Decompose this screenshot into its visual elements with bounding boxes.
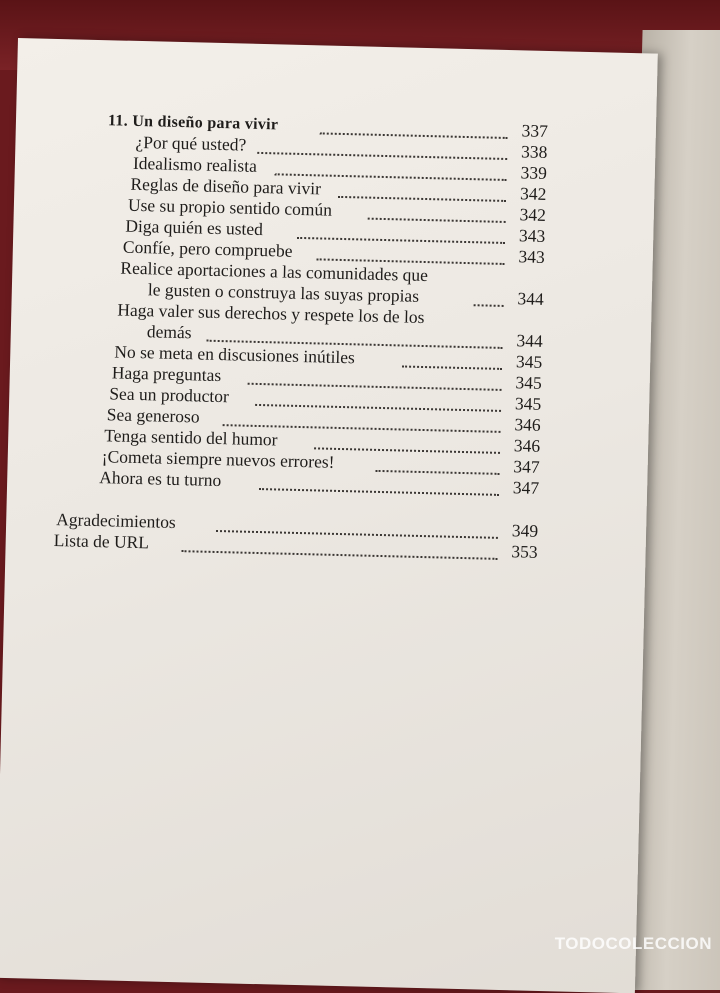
toc-entry-label: Sea generoso [106, 404, 200, 427]
toc-page-number: 342 [519, 204, 547, 225]
toc-entry-label: Haga preguntas [111, 362, 222, 386]
toc-page-number: 343 [518, 225, 546, 246]
dot-leader [181, 538, 497, 560]
book-page [0, 38, 658, 993]
toc-entry-label: Haga valer sus derechos y respete los de los [117, 299, 425, 328]
toc-page-number: 342 [519, 183, 547, 204]
toc-entry-label: ¡Cometa siempre nuevos errores! [101, 446, 335, 472]
toc-page-number: 344 [517, 288, 545, 309]
toc-entry-label: Tenga sentido del humor [104, 425, 278, 450]
toc-page-number: 346 [514, 414, 541, 435]
toc-entry-label-continuation: le gusten o construya las suyas propias [147, 279, 420, 306]
toc-entry-label: Agradecimientos [56, 509, 177, 532]
dot-leader [368, 206, 506, 223]
dot-leader [474, 292, 504, 307]
dot-leader [259, 476, 499, 496]
toc-page-number: 343 [518, 246, 546, 267]
toc-entry-label-continuation: demás [146, 321, 192, 343]
toc-page-number: 353 [511, 541, 538, 562]
toc-page-number: 347 [513, 456, 540, 477]
toc-entry-label: Realice aportaciones a las comunidades que [120, 257, 429, 286]
table-of-contents [53, 110, 549, 563]
toc-entry-label: Diga quién es usted [125, 215, 264, 240]
toc-page-number: 347 [512, 477, 540, 498]
dot-leader [376, 458, 500, 475]
toc-entry-label: Sea un productor [109, 383, 230, 407]
toc-page-number: 345 [515, 351, 543, 372]
toc-entry-label: Use su propio sentido común [127, 194, 333, 220]
toc-entry-label: No se meta en discusiones inútiles [114, 341, 356, 368]
toc-page-number: 338 [520, 141, 548, 162]
toc-chapter-label: 11. Un diseño para vivir [107, 112, 279, 134]
toc-entry-label: Lista de URL [53, 530, 150, 553]
dot-leader [338, 184, 506, 202]
toc-page-number: 345 [515, 372, 542, 393]
watermark-text: TODOCOLECCION [554, 934, 712, 953]
toc-page-number: 349 [511, 520, 539, 541]
toc-page-number: 339 [520, 162, 548, 183]
toc-page-number: 346 [513, 435, 541, 456]
toc-entry-label: Reglas de diseño para vivir [130, 173, 322, 199]
dot-leader [402, 353, 502, 369]
toc-page-number: 345 [514, 393, 542, 414]
toc-page-number: 344 [516, 330, 544, 351]
toc-entry-label: ¿Por qué usted? [135, 131, 247, 155]
toc-entry-label: Ahora es tu turno [99, 467, 222, 491]
toc-entry-label: Confíe, pero compruebe [122, 236, 293, 261]
toc-entry-label: Idealismo realista [132, 152, 258, 176]
toc-page-number: 337 [521, 120, 549, 141]
